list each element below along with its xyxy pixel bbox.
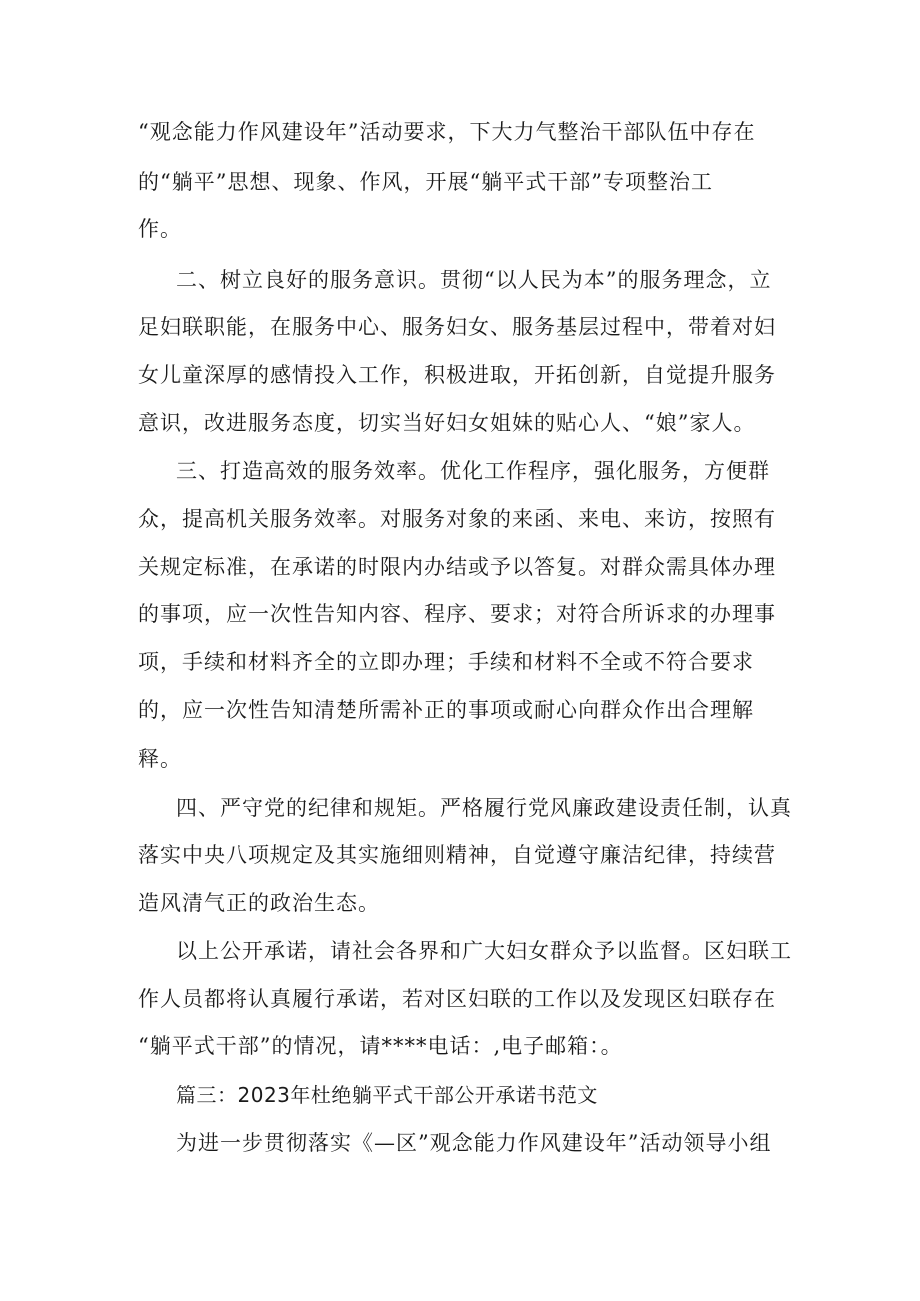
text-line: 意识，改进服务态度，切实当好妇女姐妹的贴心人、“娘”家人。 xyxy=(138,411,756,435)
section-heading: 篇三：2023年杜绝躺平式干部公开承诺书范文 xyxy=(176,1083,598,1107)
text-line: 的，应一次性告知清楚所需补正的事项或耐心向群众作出合理解 xyxy=(138,698,754,722)
text-line: 作。 xyxy=(138,217,182,241)
text-line: 落实中央八项规定及其实施细则精神，自觉遵守廉洁纪律，持续营 xyxy=(138,843,776,867)
text-line: “观念能力作风建设年”活动要求，下大力气整治干部队伍中存在 xyxy=(138,120,756,144)
text-line: 释。 xyxy=(138,747,182,771)
text-line: 女儿童深厚的感情投入工作，积极进取，开拓创新，自觉提升服务 xyxy=(138,363,776,387)
text-line: 作人员都将认真履行承诺，若对区妇联的工作以及发现区妇联存在 xyxy=(138,987,776,1011)
text-line: 造风清气正的政治生态。 xyxy=(138,891,380,915)
text-line: 四、严守党的纪律和规矩。严格履行党风廉政建设责任制，认真 xyxy=(176,796,792,820)
text-line: 的事项，应一次性告知内容、程序、要求；对符合所诉求的办理事 xyxy=(138,602,776,626)
text-line: “躺平式干部”的情况，请****电话：,电子邮箱：。 xyxy=(138,1034,623,1058)
text-line: 为进一步贯彻落实《—区”观念能力作风建设年”活动领导小组 xyxy=(176,1131,772,1155)
text-line: 三、打造高效的服务效率。优化工作程序，强化服务，方便群 xyxy=(176,459,770,483)
text-line: 众，提高机关服务效率。对服务对象的来函、来电、来访，按照有 xyxy=(138,507,776,531)
text-line: 足妇联职能，在服务中心、服务妇女、服务基层过程中，带着对妇 xyxy=(138,315,776,339)
text-line: 二、树立良好的服务意识。贯彻“以人民为本”的服务理念，立 xyxy=(176,268,772,292)
text-line: 关规定标准，在承诺的时限内办结或予以答复。对群众需具体办理 xyxy=(138,555,776,579)
text-line: 的“躺平”思想、现象、作风，开展“躺平式干部”专项整治工 xyxy=(138,170,713,194)
text-line: 项，手续和材料齐全的立即办理；手续和材料不全或不符合要求 xyxy=(138,650,754,674)
text-line: 以上公开承诺，请社会各界和广大妇女群众予以监督。区妇联工 xyxy=(176,939,792,963)
